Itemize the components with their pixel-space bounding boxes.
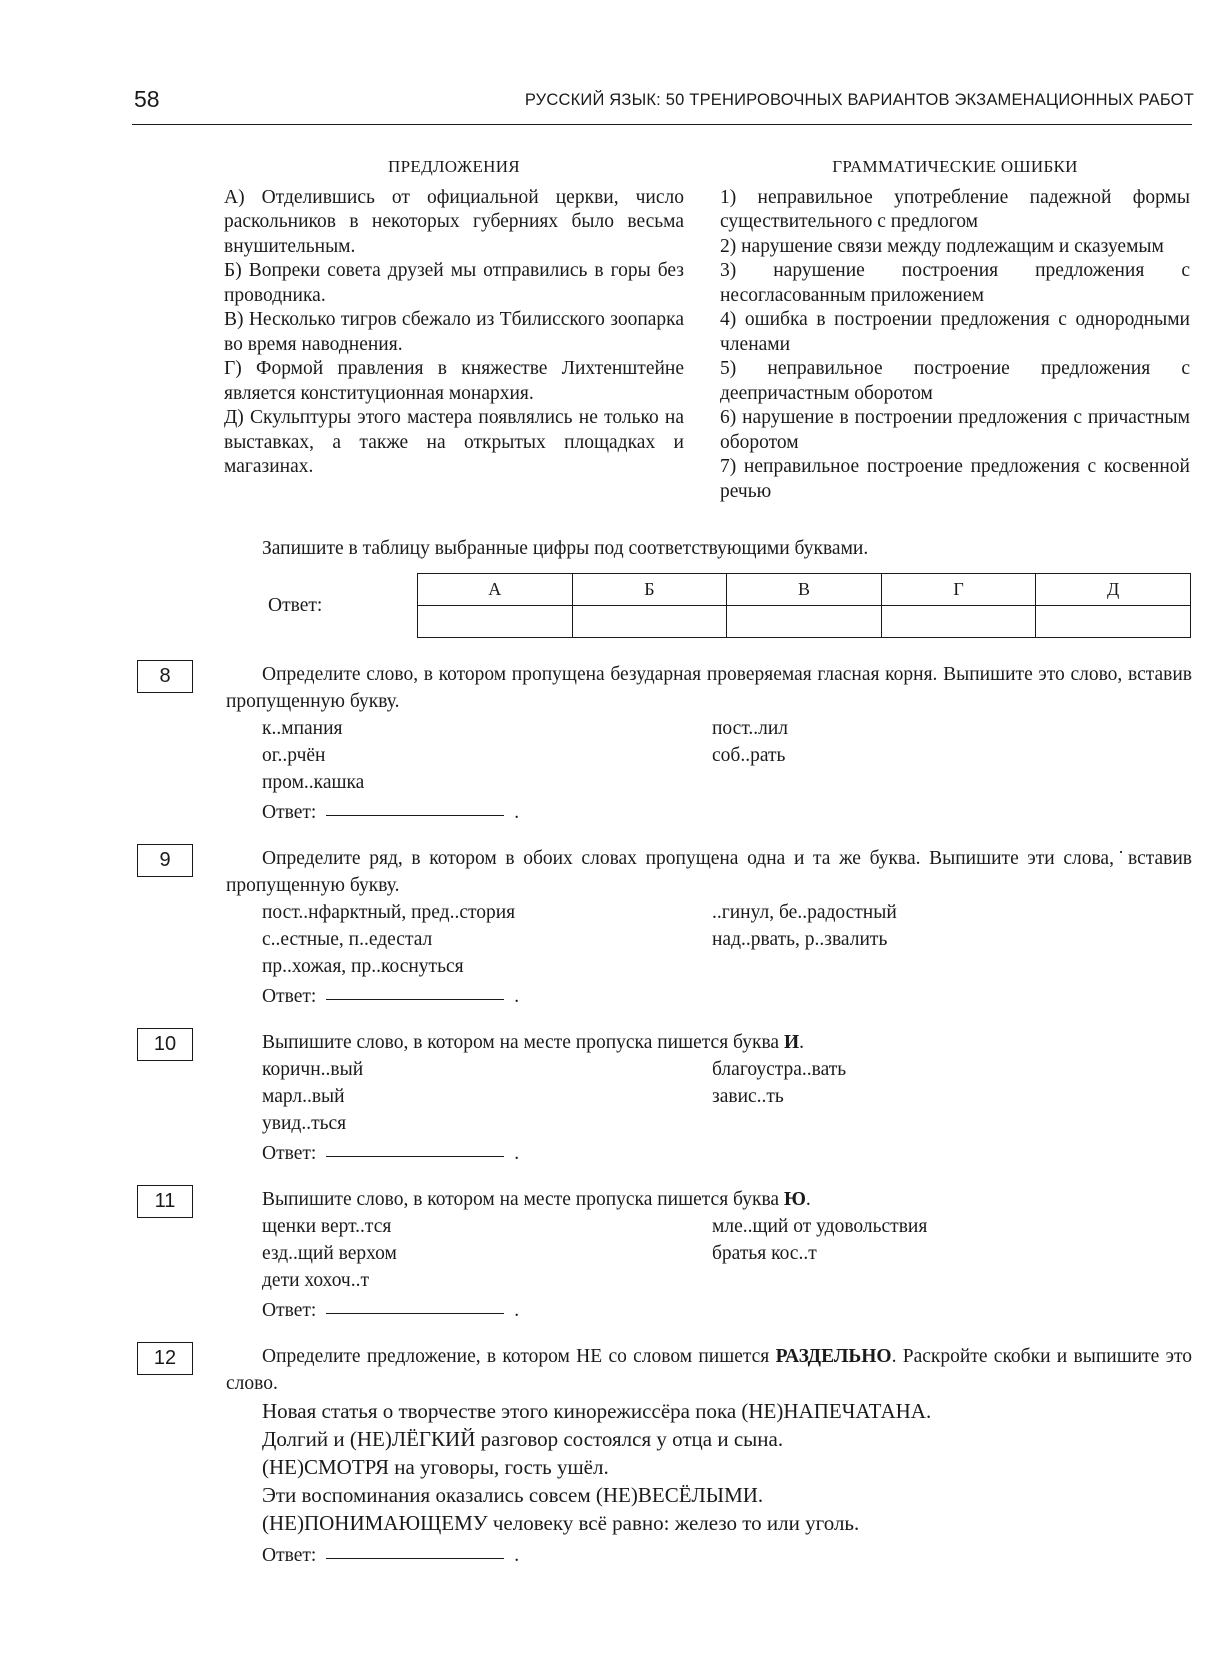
sentence-a: А) Отделившись от официальной церкви, число раскольников в некоторых губерниях было весьма внушительным.: [224, 186, 684, 257]
error-item: 7) неправильное построение предложения с косвенной речью: [720, 456, 1190, 502]
option-item: завис..ть: [712, 1086, 784, 1107]
option-item: над..рвать, р..звалить: [712, 929, 888, 950]
error-item: 1) неправильное употребление падежной формы существительного с предлогом: [720, 186, 1190, 232]
error-item: 5) неправильное построение предложения с деепричастным оборотом: [720, 358, 1190, 404]
sentence-item: Эти воспоминания оказались совсем (НЕ)ВЕСЁЛЫМИ.: [262, 1483, 764, 1507]
option-item: братья кос..т: [712, 1243, 817, 1264]
running-title: РУССКИЙ ЯЗЫК: 50 ТРЕНИРОВОЧНЫХ ВАРИАНТОВ ЭКЗАМЕНАЦИОННЫХ РАБОТ: [524, 91, 1194, 109]
option-item: пост..нфарктный, пред..стория: [262, 902, 516, 923]
task-question: Определите слово, в котором пропущена безударная проверяемая гласная корня. Выпишите это слово, вставив пропущенную букву.: [226, 664, 1192, 712]
error-item: 6) нарушение в построении предложения с причастным оборотом: [720, 407, 1190, 453]
option-item: соб..рать: [712, 745, 786, 766]
option-item: ..гинул, бе..радостный: [712, 902, 897, 923]
option-item: езд..щий верхом: [262, 1243, 397, 1264]
task-question: Выпишите слово, в котором на месте пропуска пишется буква Ю.: [262, 1189, 811, 1210]
option-item: коричн..вый: [262, 1059, 364, 1080]
task-question: Определите ряд, в котором в обоих словах пропущена одна и та же буква. Выпишите эти слова,˙вставив пропущенную букву.: [226, 848, 1192, 896]
answer-line[interactable]: [326, 999, 504, 1000]
task-question: Определите предложение, в котором НЕ со словом пишется РАЗДЕЛЬНО. Раскройте скобки и выпишите это слово.: [226, 1346, 1192, 1394]
option-item: увид..ться: [262, 1113, 347, 1134]
answer-label: Ответ:: [268, 595, 323, 616]
option-item: марл..вый: [262, 1086, 345, 1107]
errors-column: [720, 155, 1190, 504]
table-header-cell: Д: [1036, 574, 1191, 606]
sentence-item: (НЕ)ПОНИМАЮЩЕМУ человеку всё равно: железо то или уголь.: [262, 1511, 860, 1535]
sentence-item: (НЕ)СМОТРЯ на уговоры, гость ушёл.: [262, 1455, 609, 1479]
answer-cell[interactable]: [572, 606, 727, 638]
table-header-cell: В: [727, 574, 882, 606]
answer-field: Ответ: .: [262, 986, 520, 1007]
sentence-d: Д) Скульптуры этого мастера появлялись не только на выставках, а также на открытых площадках и магазинах.: [224, 407, 684, 477]
task-question: Выпишите слово, в котором на месте пропуска пишется буква И.: [262, 1032, 804, 1053]
option-item: мле..щий от удовольствия: [712, 1216, 928, 1237]
table-instruction: Запишите в таблицу выбранные цифры под соответствующими буквами.: [262, 538, 869, 559]
table-header-cell: Б: [572, 574, 727, 606]
sentences-heading: ПРЕДЛОЖЕНИЯ: [388, 157, 520, 176]
header-rule: [132, 124, 1192, 125]
page-number: 58: [134, 86, 160, 112]
error-item: 2) нарушение связи между подлежащим и сказуемым: [720, 235, 1164, 257]
errors-heading: ГРАММАТИЧЕСКИЕ ОШИБКИ: [832, 157, 1078, 176]
option-item: пост..лил: [712, 718, 789, 739]
task-number-box: 10: [137, 1028, 193, 1061]
task-number-box: 11: [137, 1185, 193, 1218]
option-item: дети хохоч..т: [262, 1270, 370, 1291]
task-number-box: 9: [137, 844, 193, 877]
answer-cell[interactable]: [1036, 606, 1191, 638]
answer-line[interactable]: [326, 1558, 504, 1559]
answer-label: Ответ:: [262, 1545, 317, 1566]
answer-line[interactable]: [326, 1156, 504, 1157]
sentence-b: Б) Вопреки совета друзей мы отправились в горы без проводника.: [224, 260, 684, 306]
option-item: пр..хожая, пр..коснуться: [262, 956, 464, 977]
option-item: ог..рчён: [262, 745, 326, 766]
answer-label: Ответ:: [262, 986, 317, 1007]
answer-label: Ответ:: [262, 1143, 317, 1164]
answer-cell[interactable]: [881, 606, 1036, 638]
option-item: к..мпания: [262, 718, 343, 739]
sentence-item: Долгий и (НЕ)ЛЁГКИЙ разговор состоялся у отца и сына.: [262, 1427, 784, 1451]
answer-field: Ответ: .: [262, 1143, 520, 1164]
sentences-column: [224, 155, 684, 480]
task-number-box: 12: [137, 1342, 193, 1375]
table-header-cell: Г: [881, 574, 1036, 606]
sentence-v: В) Несколько тигров сбежало из Тбилисского зоопарка во время наводнения.: [224, 309, 684, 355]
table-header-cell: А: [418, 574, 573, 606]
error-item: 4) ошибка в построении предложения с однородными членами: [720, 309, 1190, 355]
sentence-item: Новая статья о творчестве этого кинорежиссёра пока (НЕ)НАПЕЧАТАНА.: [262, 1399, 932, 1423]
error-item: 3) нарушение построения предложения с несогласованным приложением: [720, 260, 1190, 306]
answer-field: Ответ: .: [262, 1545, 520, 1566]
task-number-box: 8: [137, 660, 193, 693]
option-item: благоустра..вать: [712, 1059, 847, 1080]
option-item: щенки верт..тся: [262, 1216, 392, 1237]
option-item: пром..кашка: [262, 772, 365, 793]
answer-table: [417, 573, 1191, 638]
option-item: с..естные, п..едестал: [262, 929, 433, 950]
answer-field: Ответ: .: [262, 1300, 520, 1321]
answer-label: Ответ:: [262, 802, 317, 823]
sentence-g: Г) Формой правления в княжестве Лихтенштейне является конституционная монархия.: [224, 358, 684, 404]
answer-field: Ответ: .: [262, 802, 520, 823]
answer-line[interactable]: [326, 1313, 504, 1314]
answer-cell[interactable]: [727, 606, 882, 638]
answer-label: Ответ:: [262, 1300, 317, 1321]
answer-line[interactable]: [326, 815, 504, 816]
answer-cell[interactable]: [418, 606, 573, 638]
